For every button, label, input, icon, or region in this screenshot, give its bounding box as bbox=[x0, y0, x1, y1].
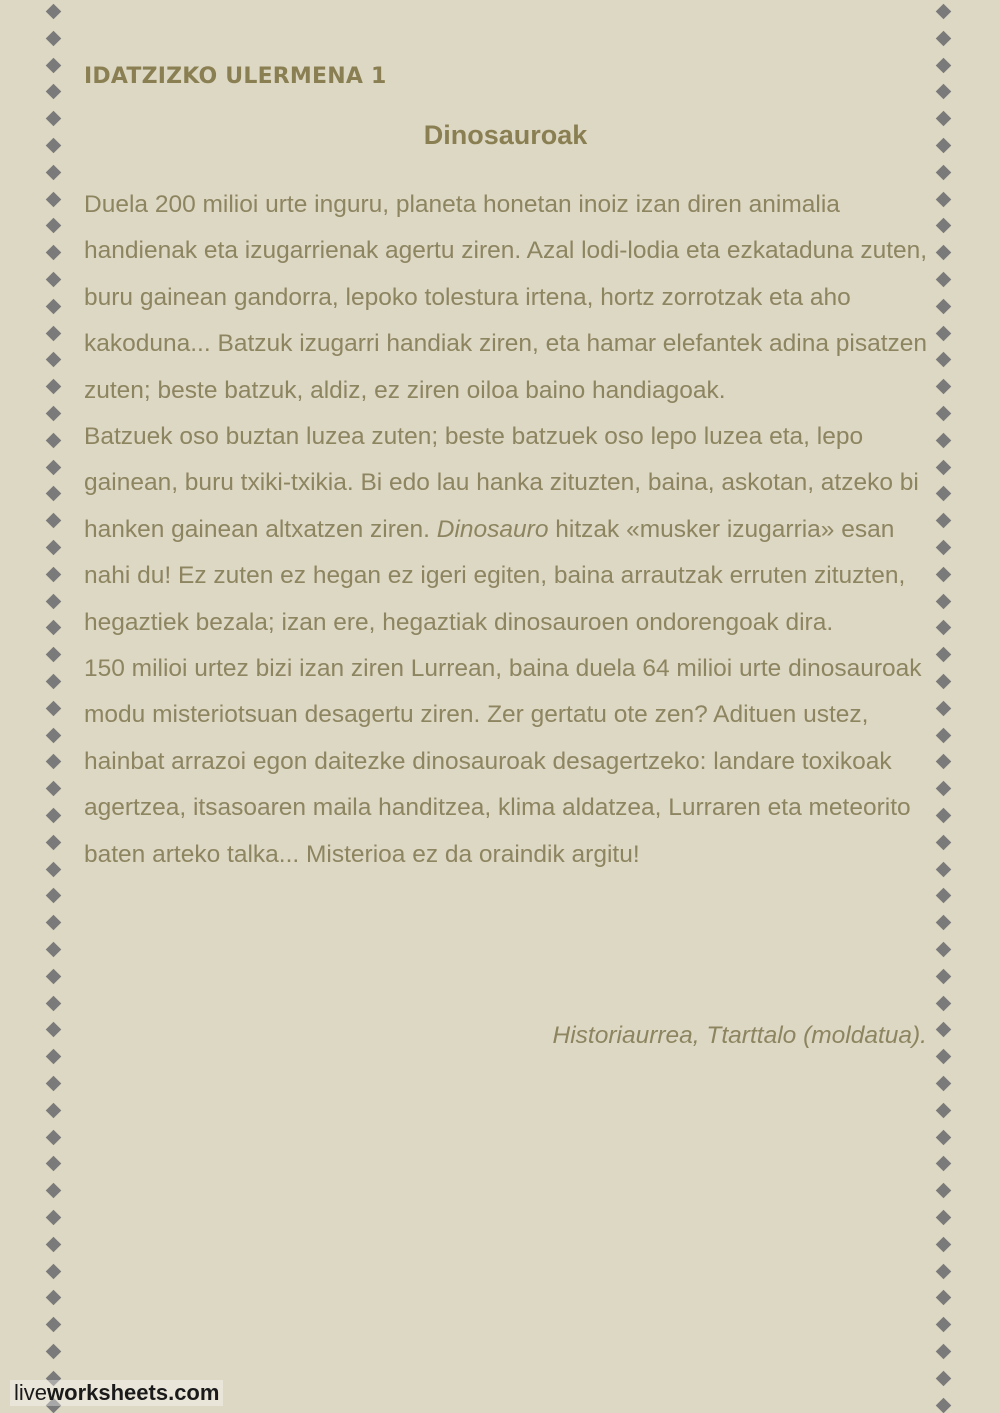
diamond-icon bbox=[936, 218, 952, 234]
paragraph-2-start: Batzuek oso buztan luzea zuten; beste batzuek oso lepo luzea eta, lepo gainean, buru txiki-txikia. Bi edo lau hanka zituzten, baina, askotan, atzeko bi hanken gainean altxatzen ziren. bbox=[84, 423, 919, 543]
diamond-icon bbox=[936, 888, 952, 904]
diamond-icon bbox=[936, 1290, 952, 1306]
diamond-icon bbox=[936, 1210, 952, 1226]
diamond-icon bbox=[46, 1129, 62, 1145]
worksheet-label: IDATZIZKO ULERMENA 1 bbox=[84, 64, 387, 89]
diamond-icon bbox=[936, 1317, 952, 1333]
diamond-icon bbox=[46, 111, 62, 127]
diamond-icon bbox=[46, 861, 62, 877]
diamond-icon bbox=[46, 138, 62, 154]
diamond-icon bbox=[936, 1371, 952, 1387]
diamond-icon bbox=[936, 540, 952, 556]
diamond-icon bbox=[46, 620, 62, 636]
diamond-icon bbox=[46, 1237, 62, 1253]
diamond-icon bbox=[936, 674, 952, 690]
diamond-icon bbox=[46, 1317, 62, 1333]
diamond-icon bbox=[936, 1183, 952, 1199]
diamond-icon bbox=[46, 1263, 62, 1279]
paragraph-2-end: hitzak «musker izugarria» esan nahi du! Ez zuten ez hegan ez igeri egiten, baina arrautzak erruten zituzten, hegaztiek bezala; izan ere, hegaztiak dinosauroen ondorengoak dira. bbox=[84, 515, 906, 636]
diamond-icon bbox=[936, 165, 952, 181]
diamond-icon bbox=[936, 915, 952, 931]
reading-text bbox=[84, 182, 929, 878]
diamond-icon bbox=[46, 1022, 62, 1038]
diamond-icon bbox=[936, 31, 952, 47]
diamond-icon bbox=[936, 1129, 952, 1145]
diamond-icon bbox=[936, 808, 952, 824]
diamond-icon bbox=[936, 754, 952, 770]
diamond-icon bbox=[46, 459, 62, 475]
diamond-icon bbox=[46, 1156, 62, 1172]
diamond-icon bbox=[46, 165, 62, 181]
diamond-icon bbox=[936, 727, 952, 743]
diamond-icon bbox=[46, 379, 62, 395]
diamond-icon bbox=[936, 191, 952, 207]
diamond-icon bbox=[936, 835, 952, 851]
diamond-icon bbox=[46, 888, 62, 904]
diamond-icon bbox=[46, 1076, 62, 1092]
diamond-icon bbox=[46, 701, 62, 717]
diamond-icon bbox=[936, 969, 952, 985]
diamond-icon bbox=[936, 111, 952, 127]
diamond-icon bbox=[936, 1156, 952, 1172]
diamond-icon bbox=[46, 486, 62, 502]
diamond-icon bbox=[46, 57, 62, 73]
diamond-icon bbox=[936, 299, 952, 315]
diamond-icon bbox=[46, 4, 62, 20]
diamond-icon bbox=[46, 352, 62, 368]
diamond-icon bbox=[936, 1076, 952, 1092]
diamond-icon bbox=[46, 245, 62, 261]
diamond-icon bbox=[46, 1290, 62, 1306]
right-diamond-border bbox=[933, 0, 957, 1413]
diamond-icon bbox=[46, 191, 62, 207]
paragraph-3: 150 milioi urtez bizi izan ziren Lurrean, baina duela 64 milioi urte dinosauroak modu misteriotsuan desagertu ziren. Zer gertatu ote zen? Adituen ustez, hainbat arrazoi egon daitezke dinosauroak desagertzeko: landare toxikoak agertzea, itsasoaren maila handitzea, klima aldatzea, Lurraren eta meteorito baten arteko talka... Misterioa ez da oraindik argitu! bbox=[84, 655, 922, 868]
diamond-icon bbox=[936, 701, 952, 717]
logo-suffix: .com bbox=[168, 1380, 220, 1405]
diamond-icon bbox=[936, 379, 952, 395]
diamond-icon bbox=[936, 459, 952, 475]
diamond-icon bbox=[46, 540, 62, 556]
diamond-icon bbox=[936, 1397, 952, 1413]
diamond-icon bbox=[46, 915, 62, 931]
diamond-icon bbox=[936, 567, 952, 583]
liveworksheets-logo bbox=[10, 1380, 223, 1406]
diamond-icon bbox=[936, 57, 952, 73]
diamond-icon bbox=[936, 995, 952, 1011]
diamond-icon bbox=[46, 218, 62, 234]
diamond-icon bbox=[46, 299, 62, 315]
diamond-icon bbox=[936, 1022, 952, 1038]
diamond-icon bbox=[936, 1344, 952, 1360]
diamond-icon bbox=[936, 406, 952, 422]
diamond-icon bbox=[936, 647, 952, 663]
diamond-icon bbox=[46, 513, 62, 529]
diamond-icon bbox=[936, 593, 952, 609]
diamond-icon bbox=[936, 1237, 952, 1253]
page-title: Dinosauroak bbox=[423, 120, 588, 150]
diamond-icon bbox=[936, 942, 952, 958]
diamond-icon bbox=[936, 245, 952, 261]
diamond-icon bbox=[936, 620, 952, 636]
diamond-icon bbox=[936, 1103, 952, 1119]
diamond-icon bbox=[46, 1344, 62, 1360]
diamond-icon bbox=[936, 513, 952, 529]
logo-prefix: live bbox=[14, 1380, 48, 1405]
diamond-icon bbox=[936, 781, 952, 797]
paragraph-1: Duela 200 milioi urte inguru, planeta honetan inoiz izan diren animalia handienak eta izugarrienak agertu ziren. Azal lodi-lodia eta ezkataduna zuten, buru gainean gandorra, lepoko tolestura irtena, hortz zorrotzak eta aho kakoduna... Batzuk izugarri handiak ziren, eta hamar elefantek adina pisatzen zuten; beste batzuk, aldiz, ez ziren oiloa baino handiagoak. bbox=[84, 191, 928, 404]
left-diamond-border bbox=[43, 0, 67, 1413]
diamond-icon bbox=[46, 1210, 62, 1226]
diamond-icon bbox=[46, 325, 62, 341]
diamond-icon bbox=[46, 433, 62, 449]
diamond-icon bbox=[46, 567, 62, 583]
diamond-icon bbox=[46, 31, 62, 47]
diamond-icon bbox=[46, 942, 62, 958]
diamond-icon bbox=[46, 84, 62, 100]
diamond-icon bbox=[936, 352, 952, 368]
diamond-icon bbox=[936, 433, 952, 449]
diamond-icon bbox=[936, 4, 952, 20]
diamond-icon bbox=[46, 272, 62, 288]
italic-term: Dinosauro bbox=[436, 515, 549, 543]
logo-brand: worksheets bbox=[47, 1380, 169, 1405]
diamond-icon bbox=[936, 486, 952, 502]
diamond-icon bbox=[46, 647, 62, 663]
diamond-icon bbox=[936, 325, 952, 341]
diamond-icon bbox=[46, 674, 62, 690]
diamond-icon bbox=[46, 969, 62, 985]
diamond-icon bbox=[936, 272, 952, 288]
diamond-icon bbox=[46, 1103, 62, 1119]
paragraph-2 bbox=[84, 414, 929, 646]
diamond-icon bbox=[46, 1049, 62, 1065]
diamond-icon bbox=[46, 781, 62, 797]
diamond-icon bbox=[936, 1263, 952, 1279]
diamond-icon bbox=[936, 84, 952, 100]
diamond-icon bbox=[46, 995, 62, 1011]
diamond-icon bbox=[46, 1183, 62, 1199]
diamond-icon bbox=[46, 406, 62, 422]
diamond-icon bbox=[936, 1049, 952, 1065]
diamond-icon bbox=[936, 861, 952, 877]
source-citation: Historiaurrea, Ttarttalo (moldatua). bbox=[552, 1022, 927, 1049]
diamond-icon bbox=[46, 593, 62, 609]
diamond-icon bbox=[936, 138, 952, 154]
diamond-icon bbox=[46, 808, 62, 824]
diamond-icon bbox=[46, 727, 62, 743]
diamond-icon bbox=[46, 754, 62, 770]
diamond-icon bbox=[46, 835, 62, 851]
